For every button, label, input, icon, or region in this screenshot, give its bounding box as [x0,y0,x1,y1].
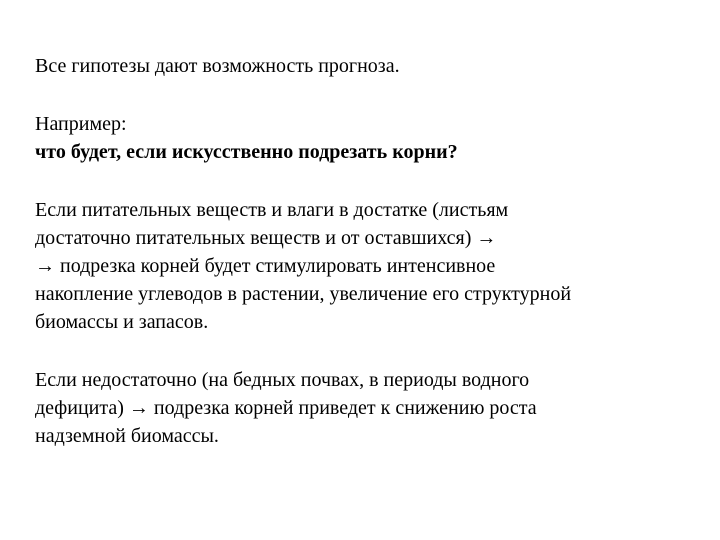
paragraph-line: → подрезка корней будет стимулировать интенсивное [35,255,496,277]
paragraph-line: дефицита) → подрезка корней приведет к снижению роста [35,397,537,419]
example-label: Например: [35,113,127,135]
paragraph-line: биомассы и запасов. [35,311,209,333]
paragraph-line: надземной биомассы. [35,425,219,447]
paragraph-line: достаточно питательных веществ и от оставшихся) → [35,227,497,249]
case-insufficient-paragraph [35,366,705,450]
paragraph-line: накопление углеводов в растении, увеличение его структурной [35,283,572,305]
intro-text: Все гипотезы дают возможность прогноза. [35,55,400,77]
slide-text [35,52,705,450]
spacer [35,336,705,366]
case-sufficient-paragraph [35,196,705,336]
spacer [35,80,705,110]
paragraph-line: Если питательных веществ и влаги в достатке (листьям [35,199,509,221]
paragraph-line: Если недостаточно (на бедных почвах, в периоды водного [35,369,530,391]
spacer [35,166,705,196]
question-text: что будет, если искусственно подрезать корни? [35,141,458,163]
